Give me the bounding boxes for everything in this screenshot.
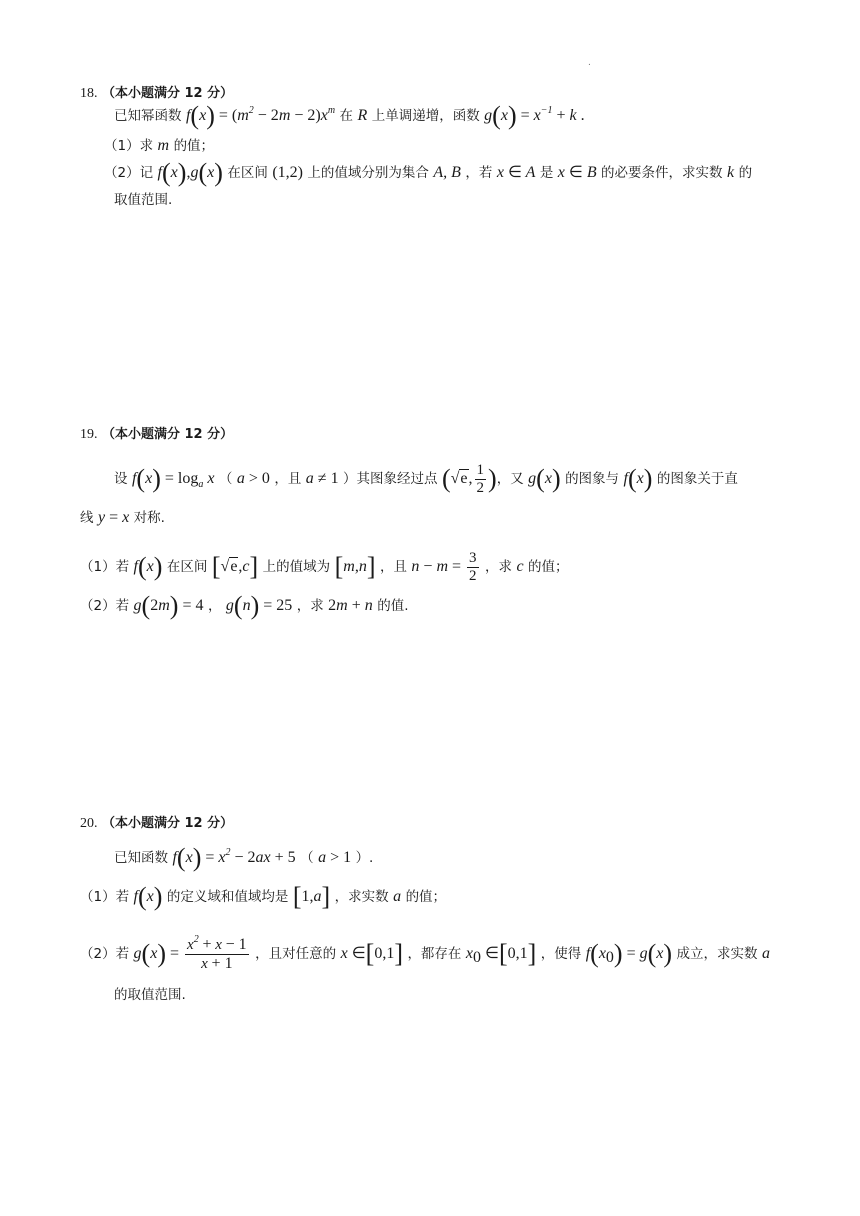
math-f-def: $f(x) = (m^2 - 2m - 2)x^m$ xyxy=(185,101,336,130)
problem-20-stem: 已知函数 $f(x) = x^2 - 2ax + 5$ （ a > 1 ）. xyxy=(114,843,374,872)
problem-18-part-2: （2）记 f(x),g(x) 在区间 (1,2) 上的值域分别为集合 A, B ，若 x ∈ A 是 x ∈ B 的必要条件，求实数 k 的 xyxy=(104,158,753,187)
problem-18-part-2-tail: 取值范围. xyxy=(114,192,173,208)
page-dot: . xyxy=(588,58,591,68)
problem-20-part-2-tail: 的取值范围. xyxy=(114,987,186,1003)
problem-20-part-2: （2）若 g(x) = $\frac{x^2 + x - 1}{x + 1}$ ，且对任意的 x ∈[0,1] ，都存在 $x_0$ ∈[0,1] ，使得 $f(x_0) = g(x)$ 成立，求实数 a xyxy=(80,934,770,972)
problem-20-score: （本小题满分 12 分） xyxy=(101,816,234,831)
math-x-in-A: x ∈ A xyxy=(496,164,536,181)
problem-20-header: 20. （本小题满分 12 分） xyxy=(80,816,234,831)
problem-18-stem: 已知幂函数 $f(x) = (m^2 - 2m - 2)x^m$ 在 R 上单调递增，函数 $g(x) = x^{-1} + k$ . xyxy=(114,101,585,130)
problem-19-stem: 设 $f(x) = \log_a x$ （ a > 0 ，且 a ≠ 1 ）其图象经过点 (√e, $\frac{1}{2}$ )，又 g(x) 的图象与 f(x) 的图象关于直 xyxy=(114,462,738,496)
problem-19-header: 19. （本小题满分 12 分） xyxy=(80,427,234,442)
math-g-def: $g(x) = x^{-1} + k$ xyxy=(484,101,577,130)
math-point: (√e, $\frac{1}{2}$ ) xyxy=(441,462,497,496)
math-f-log: $f(x) = \log_a x$ xyxy=(131,464,215,494)
math-interval-sqrt-e-c: [√e,c] xyxy=(211,552,259,582)
problem-19-stem-2: 线 y = x 对称. xyxy=(80,509,165,526)
problem-19-part-1: （1）若 f(x) 在区间 [√e,c] 上的值域为 [m,n] ，且 n − m = $\frac{3}{2}$ ，求 c 的值； xyxy=(80,550,569,584)
problem-18-score: （本小题满分 12 分） xyxy=(101,86,234,101)
problem-19-part-2: （2）若 g(2m) = 4 ， g(n) = 25 ，求 2m + n 的值. xyxy=(80,591,409,620)
math-f-quadratic: $f(x) = x^2 - 2ax + 5$ xyxy=(172,843,296,872)
math-x-in-B: x ∈ B xyxy=(557,164,597,181)
problem-19-score: （本小题满分 12 分） xyxy=(101,427,234,442)
math-g-rational: g(x) = $\frac{x^2 + x - 1}{x + 1}$ xyxy=(133,934,247,972)
problem-20-part-1: （1）若 f(x) 的定义域和值域均是 [1,a] ，求实数 a 的值； xyxy=(80,882,447,911)
math-n-minus-m: n − m = $\frac{3}{2}$ xyxy=(411,550,477,584)
problem-18-part-1: （1）求 m 的值； xyxy=(104,137,215,154)
math-fg: f(x),g(x) xyxy=(157,158,223,187)
problem-18-header: 18. （本小题满分 12 分） xyxy=(80,86,234,101)
